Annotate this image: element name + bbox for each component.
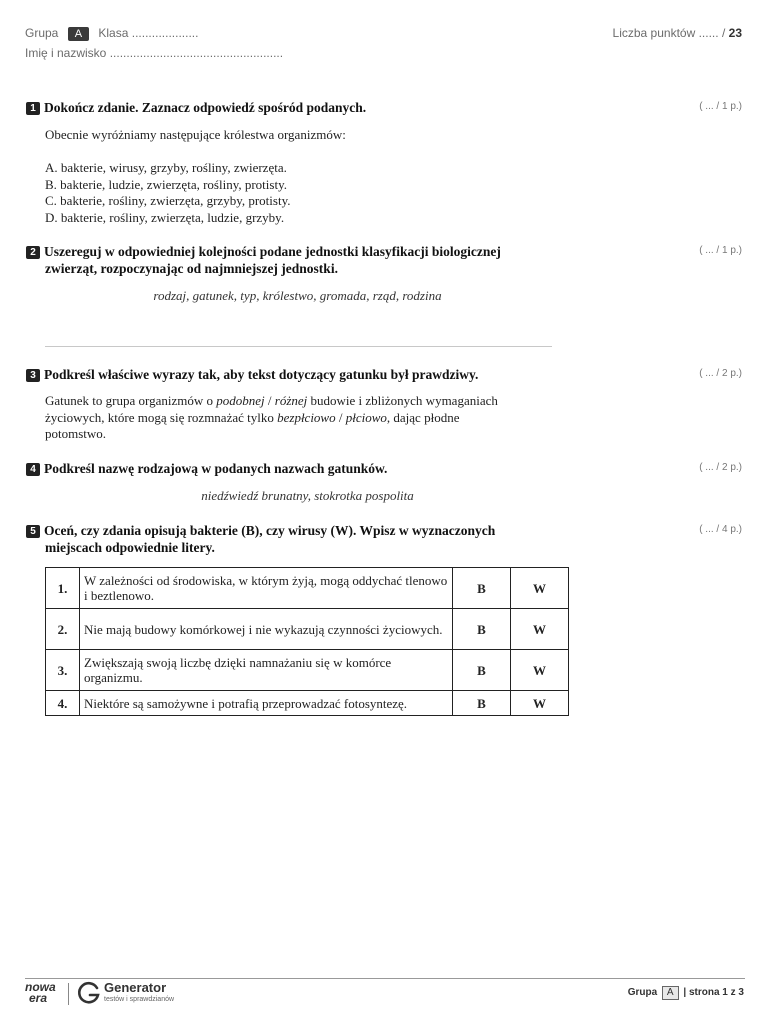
generator-brand xyxy=(104,981,174,1004)
points-sep: / xyxy=(721,26,726,40)
footer-divider xyxy=(25,978,745,979)
logo-line1: nowa xyxy=(25,980,56,994)
question-5-text-line2: miejscach odpowiednie litery. xyxy=(45,540,215,555)
row-statement: W zależności od środowiska, w którym żyją, mogą oddychać tlenowo i beztlenowo. xyxy=(80,568,453,609)
question-2-title xyxy=(26,243,586,277)
row-number: 3. xyxy=(46,650,80,691)
question-2-text-line2: zwierząt, rozpoczynając od najmniejszej jednostki. xyxy=(45,261,338,276)
row-statement: Niektóre są samożywne i potrafią przeprowadzać fotosyntezę. xyxy=(80,691,453,716)
footer-page-label: strona 1 z 3 xyxy=(688,987,744,998)
name-dots: .................................................... xyxy=(109,46,284,60)
generator-name: Generator xyxy=(104,980,167,995)
text: życiowych, które mogą się rozmnażać tylko xyxy=(45,409,278,425)
choice-roznej[interactable]: różnej xyxy=(274,393,308,408)
row-statement: Zwiększają swoją liczbę dzięki namnażaniu się w komórce organizmu. xyxy=(80,650,453,691)
question-3-title xyxy=(26,366,478,383)
answer-b-cell[interactable]: B xyxy=(453,568,511,609)
class-label: Klasa xyxy=(98,26,129,40)
question-5-points: ( ... / 4 p.) xyxy=(699,524,742,535)
question-3-body xyxy=(45,393,565,443)
question-1-options xyxy=(45,160,290,226)
answer-w-cell[interactable]: W xyxy=(511,568,569,609)
question-1-title xyxy=(26,99,366,116)
question-4-points: ( ... / 2 p.) xyxy=(699,462,742,473)
logo-line2: era xyxy=(29,991,48,1005)
question-2-text-line1: Uszereguj w odpowiedniej kolejności podane jednostki klasyfikacji biologicznej xyxy=(44,244,501,259)
option-d[interactable]: D. bakterie, rośliny, zwierzęta, ludzie, grzyby. xyxy=(45,209,285,225)
answer-b-cell[interactable]: B xyxy=(453,650,511,691)
footer-sep: | xyxy=(683,987,687,998)
group-badge: A xyxy=(68,27,89,41)
footer-group-label: Grupa xyxy=(627,987,658,998)
separator: / xyxy=(335,409,346,425)
logo-separator xyxy=(68,983,69,1005)
name-label: Imię i nazwisko xyxy=(25,46,107,60)
option-b[interactable]: B. bakterie, ludzie, zwierzęta, rośliny, protisty. xyxy=(45,176,287,192)
class-dots: .................... xyxy=(131,26,199,40)
row-statement: Nie mają budowy komórkowej i nie wykazują czynności życiowych. xyxy=(80,609,453,650)
footer-group-badge: A xyxy=(662,986,679,1000)
header-name xyxy=(25,46,283,60)
points-label: Liczba punktów xyxy=(612,26,696,40)
table-row xyxy=(46,691,569,716)
answer-w-cell[interactable]: W xyxy=(511,691,569,716)
generator-g-icon xyxy=(77,981,101,1005)
answer-line[interactable] xyxy=(45,346,552,347)
question-number-badge: 3 xyxy=(26,369,40,382)
text: budowie i zbliżonych wymaganiach xyxy=(307,393,498,408)
header-group-class xyxy=(25,26,198,41)
answer-b-cell[interactable]: B xyxy=(453,609,511,650)
question-4-items[interactable]: niedźwiedź brunatny, stokrotka pospolita xyxy=(201,488,414,503)
nowa-era-logo xyxy=(25,982,65,1004)
separator: / xyxy=(264,393,275,408)
question-2-points: ( ... / 1 p.) xyxy=(699,245,742,256)
table-row xyxy=(46,609,569,650)
question-number-badge: 1 xyxy=(26,102,40,115)
footer-page-info xyxy=(628,986,744,1000)
question-4-title xyxy=(26,460,387,477)
text: Gatunek to grupa organizmów o xyxy=(45,393,217,408)
table-row xyxy=(46,650,569,691)
row-number: 2. xyxy=(46,609,80,650)
row-number: 1. xyxy=(46,568,80,609)
generator-sub: testów i sprawdzianów xyxy=(104,996,175,1003)
points-total: 23 xyxy=(728,26,742,40)
choice-plciowo[interactable]: płciowo xyxy=(345,409,387,425)
question-3-line3: potomstwo. xyxy=(45,426,107,441)
question-5-text-line1: Oceń, czy zdania opisują bakterie (B), czy wirusy (W). Wpisz w wyznaczonych xyxy=(44,523,496,538)
question-3-line2 xyxy=(45,410,565,427)
choice-podobnej[interactable]: podobnej xyxy=(216,393,265,408)
text: , dając płodne xyxy=(386,409,460,425)
question-number-badge: 2 xyxy=(26,246,40,259)
question-3-text: Podkreśl właściwe wyrazy tak, aby tekst dotyczący gatunku był prawdziwy. xyxy=(44,367,479,382)
question-1-text: Dokończ zdanie. Zaznacz odpowiedź spośród podanych. xyxy=(44,100,367,115)
answer-w-cell[interactable]: W xyxy=(511,609,569,650)
option-c[interactable]: C. bakterie, rośliny, zwierzęta, grzyby, protisty. xyxy=(45,193,291,208)
answer-b-cell[interactable]: B xyxy=(453,691,511,716)
question-number-badge: 4 xyxy=(26,463,40,476)
question-4-text: Podkreśl nazwę rodzajową w podanych nazwach gatunków. xyxy=(44,461,388,476)
points-dots: ...... xyxy=(698,26,719,40)
question-2-items: rodzaj, gatunek, typ, królestwo, gromada, rząd, rodzina xyxy=(153,288,442,303)
question-5-title xyxy=(26,522,586,556)
question-3-line1 xyxy=(45,393,565,410)
question-1-intro: Obecnie wyróżniamy następujące królestwa organizmów: xyxy=(45,127,346,142)
header-points xyxy=(613,26,742,40)
table-row xyxy=(46,568,569,609)
option-a[interactable]: A. bakterie, wirusy, grzyby, rośliny, zwierzęta. xyxy=(45,160,287,175)
group-label: Grupa xyxy=(25,26,59,40)
question-3-points: ( ... / 2 p.) xyxy=(699,368,742,379)
row-number: 4. xyxy=(46,691,80,716)
question-number-badge: 5 xyxy=(26,525,40,538)
question-5-table xyxy=(45,567,569,716)
question-1-points: ( ... / 1 p.) xyxy=(699,101,742,112)
answer-w-cell[interactable]: W xyxy=(511,650,569,691)
choice-bezplciowo[interactable]: bezpłciowo xyxy=(277,409,336,425)
